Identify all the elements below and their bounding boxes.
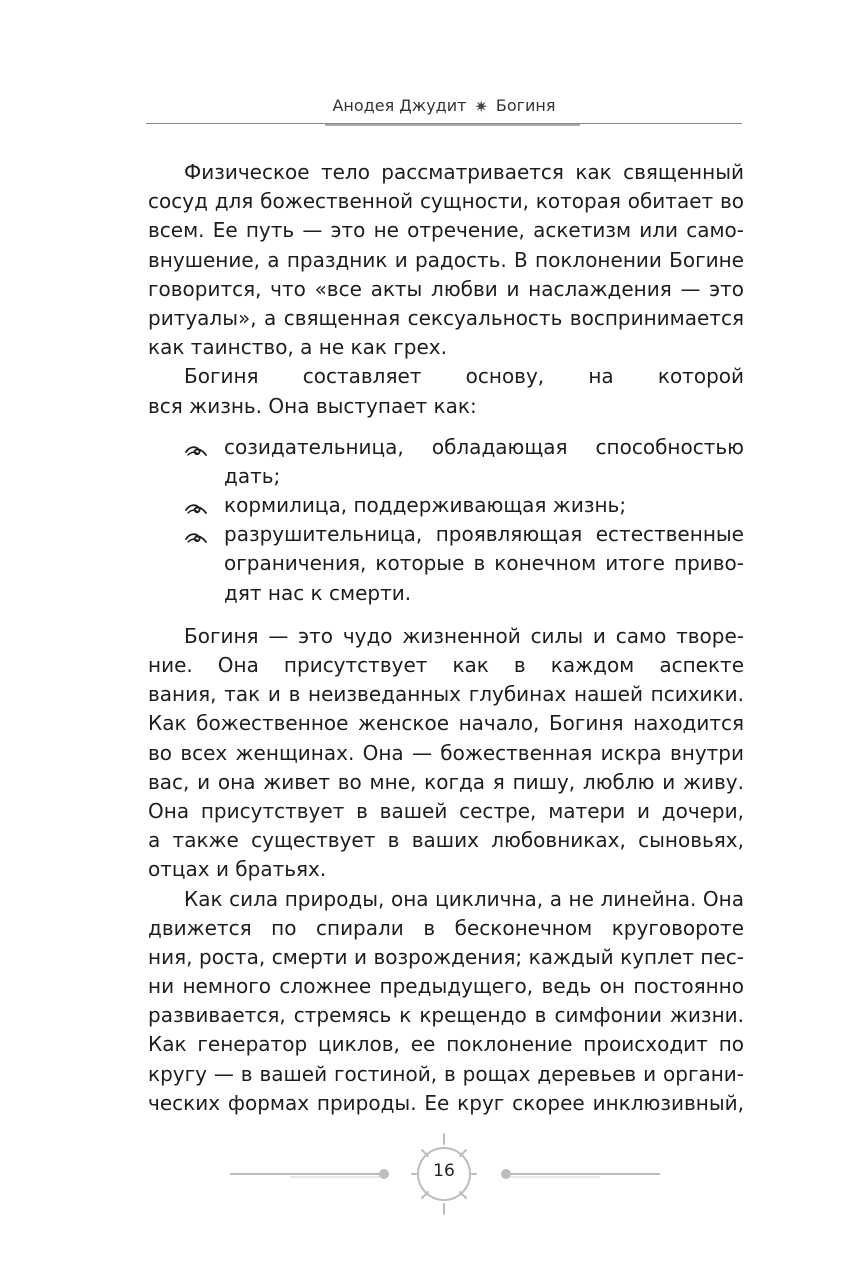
header-title: Богиня (495, 96, 556, 115)
paragraph-line (148, 885, 744, 914)
header-rule-accent (325, 124, 580, 126)
line-text: Как сила природы, она циклична, а не линейна. Она (184, 886, 744, 911)
paragraph-line (148, 362, 744, 391)
spacer (148, 421, 744, 433)
line-text: кругу — в вашей гостиной, в рощах деревьев и органи- (148, 1061, 744, 1086)
paragraph-line (148, 739, 744, 768)
paragraph-line (148, 158, 744, 187)
paragraph-line (148, 855, 744, 884)
line-text: а также существует в ваших любовниках, сыновьях, (148, 828, 744, 853)
line-text: ние. Она присутствует как в каждом аспекте (148, 653, 744, 677)
line-text: развивается, стремясь к крещендо в симфонии жизни. (148, 1003, 744, 1028)
paragraph-line (148, 943, 744, 972)
line-text: ческих формах природы. Ее круг скорее инклюзивный, (148, 1090, 744, 1115)
line-text: Физическое тело рассматривается как священный (184, 160, 744, 184)
body-text (148, 158, 744, 1118)
header-text (146, 96, 742, 116)
paragraph-line (148, 680, 744, 709)
header-author: Анодея Джудит (332, 96, 467, 115)
fleuron-bullet-icon (184, 433, 208, 462)
paragraph-line (148, 246, 744, 275)
paragraph-line (148, 914, 744, 943)
line-text: Богиня составляет основу, на которой (184, 364, 744, 389)
line-text: всем. Ее путь — это не отречение, аскетизм или само- (148, 218, 744, 243)
line-text: как таинство, а не как грех. (148, 335, 447, 360)
paragraph-line (148, 275, 744, 304)
page-footer (230, 1130, 660, 1220)
list-item-line (148, 462, 744, 491)
line-text: во всех женщинах. Она — божественная искра внутри (148, 740, 744, 765)
paragraph-line (148, 333, 744, 362)
fleuron-bullet-icon (184, 520, 208, 549)
paragraph-line (148, 651, 744, 680)
paragraph-line (148, 1001, 744, 1030)
line-text: отцах и братьях. (148, 857, 327, 882)
line-text: Богиня — это чудо жизненной силы и само творе- (184, 623, 744, 648)
line-text: ограничения, которые в конечном итоге приво- (224, 551, 744, 576)
spacer (148, 608, 744, 622)
list-item-line (148, 433, 744, 462)
list-item-line (148, 549, 744, 578)
paragraph-line (148, 826, 744, 855)
line-text: ни немного сложнее предыдущего, ведь он постоянно (148, 974, 744, 999)
line-text: созидательница, обладающая способностью (224, 434, 744, 459)
list-item-line (148, 520, 744, 549)
line-text: Она присутствует в вашей сестре, матери и дочери, (148, 798, 744, 823)
paragraph-line (148, 709, 744, 738)
line-text: Как генератор циклов, ее поклонение происходит по (148, 1032, 744, 1057)
line-text: движется по спирали в бесконечном круговороте (148, 915, 744, 940)
line-text: внушение, а праздник и радость. В поклонении Богине (148, 247, 744, 272)
line-text: кормилица, поддерживающая жизнь; (224, 493, 627, 518)
paragraph-line (148, 972, 744, 1001)
line-text: дят нас к смерти. (224, 580, 412, 605)
paragraph-line (148, 304, 744, 333)
fleuron-bullet-icon (184, 491, 208, 520)
paragraph-line (148, 768, 744, 797)
line-text: вас, и она живет во мне, когда я пишу, люблю и живу. (148, 769, 744, 794)
line-text: разрушительница, проявляющая естественные (224, 522, 744, 547)
list-item-line (148, 579, 744, 608)
line-text: ния, роста, смерти и возрождения; каждый куплет пес- (148, 944, 744, 969)
line-text: говорится, что «все акты любви и наслаждения — это (148, 276, 744, 301)
paragraph-line (148, 1089, 744, 1118)
line-text: ритуалы», а священная сексуальность воспринимается (148, 305, 744, 330)
sun-ornament-icon: ✷ (474, 97, 488, 116)
paragraph-line (148, 622, 744, 651)
paragraph-line (148, 1060, 744, 1089)
line-text: вся жизнь. Она выступает как: (148, 393, 477, 418)
line-text: Как божественное женское начало, Богиня находится (148, 711, 744, 736)
page-number: 16 (433, 1161, 455, 1181)
paragraph-line (148, 1030, 744, 1059)
paragraph-line (148, 797, 744, 826)
running-header (146, 93, 742, 123)
list-item-line (148, 491, 744, 520)
paragraph-line (148, 216, 744, 245)
paragraph-line (148, 392, 744, 421)
line-text: дать; (224, 463, 281, 488)
line-text: вания, так и в неизведанных глубинах нашей психики. (148, 682, 744, 707)
line-text: сосуд для божественной сущности, которая обитает во (148, 189, 744, 214)
paragraph-line (148, 187, 744, 216)
